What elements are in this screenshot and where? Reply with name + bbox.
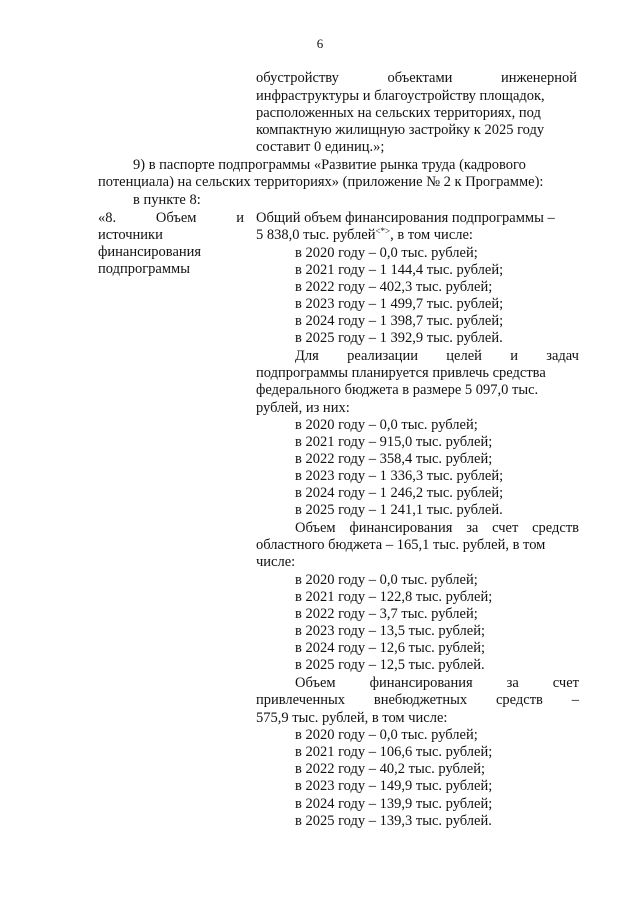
extra-word: счет (552, 675, 579, 691)
total-amount: 5 838,0 тыс. рублей (256, 227, 376, 243)
extra-word: Объем (295, 675, 336, 691)
regional-year-2022: в 2022 году – 3,7 тыс. рублей; (295, 606, 478, 622)
federal-year-2025: в 2025 году – 1 241,1 тыс. рублей. (295, 502, 503, 518)
total-year-2025: в 2025 году – 1 392,9 тыс. рублей. (295, 330, 503, 346)
total-year-2023: в 2023 году – 1 499,7 тыс. рублей; (295, 296, 504, 312)
left-col-line-1 (98, 210, 244, 227)
federal-year-2022: в 2022 году – 358,4 тыс. рублей; (295, 451, 493, 467)
total-year-2020: в 2020 году – 0,0 тыс. рублей; (295, 245, 478, 261)
federal-word: Для (295, 348, 319, 364)
extra-year-2020: в 2020 году – 0,0 тыс. рублей; (295, 727, 478, 743)
regional-year-2023: в 2023 году – 13,5 тыс. рублей; (295, 623, 486, 639)
left-col-line-4: подпрограммы (98, 261, 190, 277)
intro-word: инженерной (501, 70, 577, 86)
federal-line-4: рублей, из них: (256, 400, 350, 416)
total-suffix: , в том числе: (390, 227, 473, 243)
left-col-line-3: финансирования (98, 244, 202, 260)
federal-word: целей (446, 348, 482, 364)
total-line-2 (256, 227, 473, 244)
intro-line-3: расположенных на сельских территориях, под (256, 105, 541, 121)
total-line-1: Общий объем финансирования подпрограммы – (256, 210, 555, 226)
extra-word: привлеченных (256, 692, 345, 708)
item9-line-2: потенциала) на сельских территориях» (приложение № 2 к Программе): (98, 174, 544, 190)
intro-line-2: инфраструктуры и благоустройству площадок, (256, 88, 545, 104)
regional-line-2: областного бюджета – 165,1 тыс. рублей, в том (256, 537, 546, 553)
left-col-word: «8. (98, 210, 117, 226)
extra-year-2023: в 2023 году – 149,9 тыс. рублей; (295, 778, 493, 794)
total-year-2024: в 2024 году – 1 398,7 тыс. рублей; (295, 313, 504, 329)
intro-line-1 (256, 70, 577, 87)
extra-word: средств (495, 692, 543, 708)
total-year-2021: в 2021 году – 1 144,4 тыс. рублей; (295, 262, 504, 278)
intro-word: объектами (387, 70, 453, 86)
extra-word: внебюджетных (373, 692, 468, 708)
regional-year-2021: в 2021 году – 122,8 тыс. рублей; (295, 589, 493, 605)
federal-word: и (510, 348, 518, 364)
regional-line-1: Объем финансирования за счет средств (295, 520, 579, 536)
federal-year-2024: в 2024 году – 1 246,2 тыс. рублей; (295, 485, 504, 501)
intro-line-4: компактную жилищную застройку к 2025 году (256, 122, 545, 138)
federal-line-2: подпрограммы планируется привлечь средства (256, 365, 546, 381)
item9-line-1: 9) в паспорте подпрограммы «Развитие рынка труда (кадрового (133, 157, 526, 173)
extra-word: – (571, 692, 579, 708)
federal-line-1 (295, 348, 579, 365)
extra-word: финансирования (369, 675, 473, 691)
extra-year-2024: в 2024 году – 139,9 тыс. рублей; (295, 796, 493, 812)
total-year-2022: в 2022 году – 402,3 тыс. рублей; (295, 279, 493, 295)
page-number: 6 (316, 36, 324, 51)
regional-year-2025: в 2025 году – 12,5 тыс. рублей. (295, 657, 485, 673)
extra-year-2025: в 2025 году – 139,3 тыс. рублей. (295, 813, 492, 829)
intro-word: обустройству (256, 70, 339, 86)
left-col-line-2: источники (98, 227, 163, 243)
extra-word: за (506, 675, 519, 691)
federal-line-3: федерального бюджета в размере 5 097,0 тыс. (256, 382, 539, 398)
federal-year-2023: в 2023 году – 1 336,3 тыс. рублей; (295, 468, 504, 484)
regional-year-2020: в 2020 году – 0,0 тыс. рублей; (295, 572, 478, 588)
extra-line-2 (256, 692, 579, 709)
extra-year-2022: в 2022 году – 40,2 тыс. рублей; (295, 761, 486, 777)
federal-year-2021: в 2021 году – 915,0 тыс. рублей; (295, 434, 493, 450)
footnote-marker: <*> (375, 226, 391, 236)
left-col-word: и (236, 210, 244, 226)
item9-line-3: в пункте 8: (133, 192, 201, 208)
federal-year-2020: в 2020 году – 0,0 тыс. рублей; (295, 417, 478, 433)
federal-word: задач (546, 348, 579, 364)
regional-year-2024: в 2024 году – 12,6 тыс. рублей; (295, 640, 486, 656)
extra-line-1 (295, 675, 579, 692)
extra-year-2021: в 2021 году – 106,6 тыс. рублей; (295, 744, 493, 760)
federal-word: реализации (347, 348, 418, 364)
regional-line-3: числе: (256, 554, 296, 570)
extra-line-3: 575,9 тыс. рублей, в том числе: (256, 710, 448, 726)
left-col-word: Объем (155, 210, 197, 226)
intro-line-5: составит 0 единиц.»; (256, 139, 385, 155)
